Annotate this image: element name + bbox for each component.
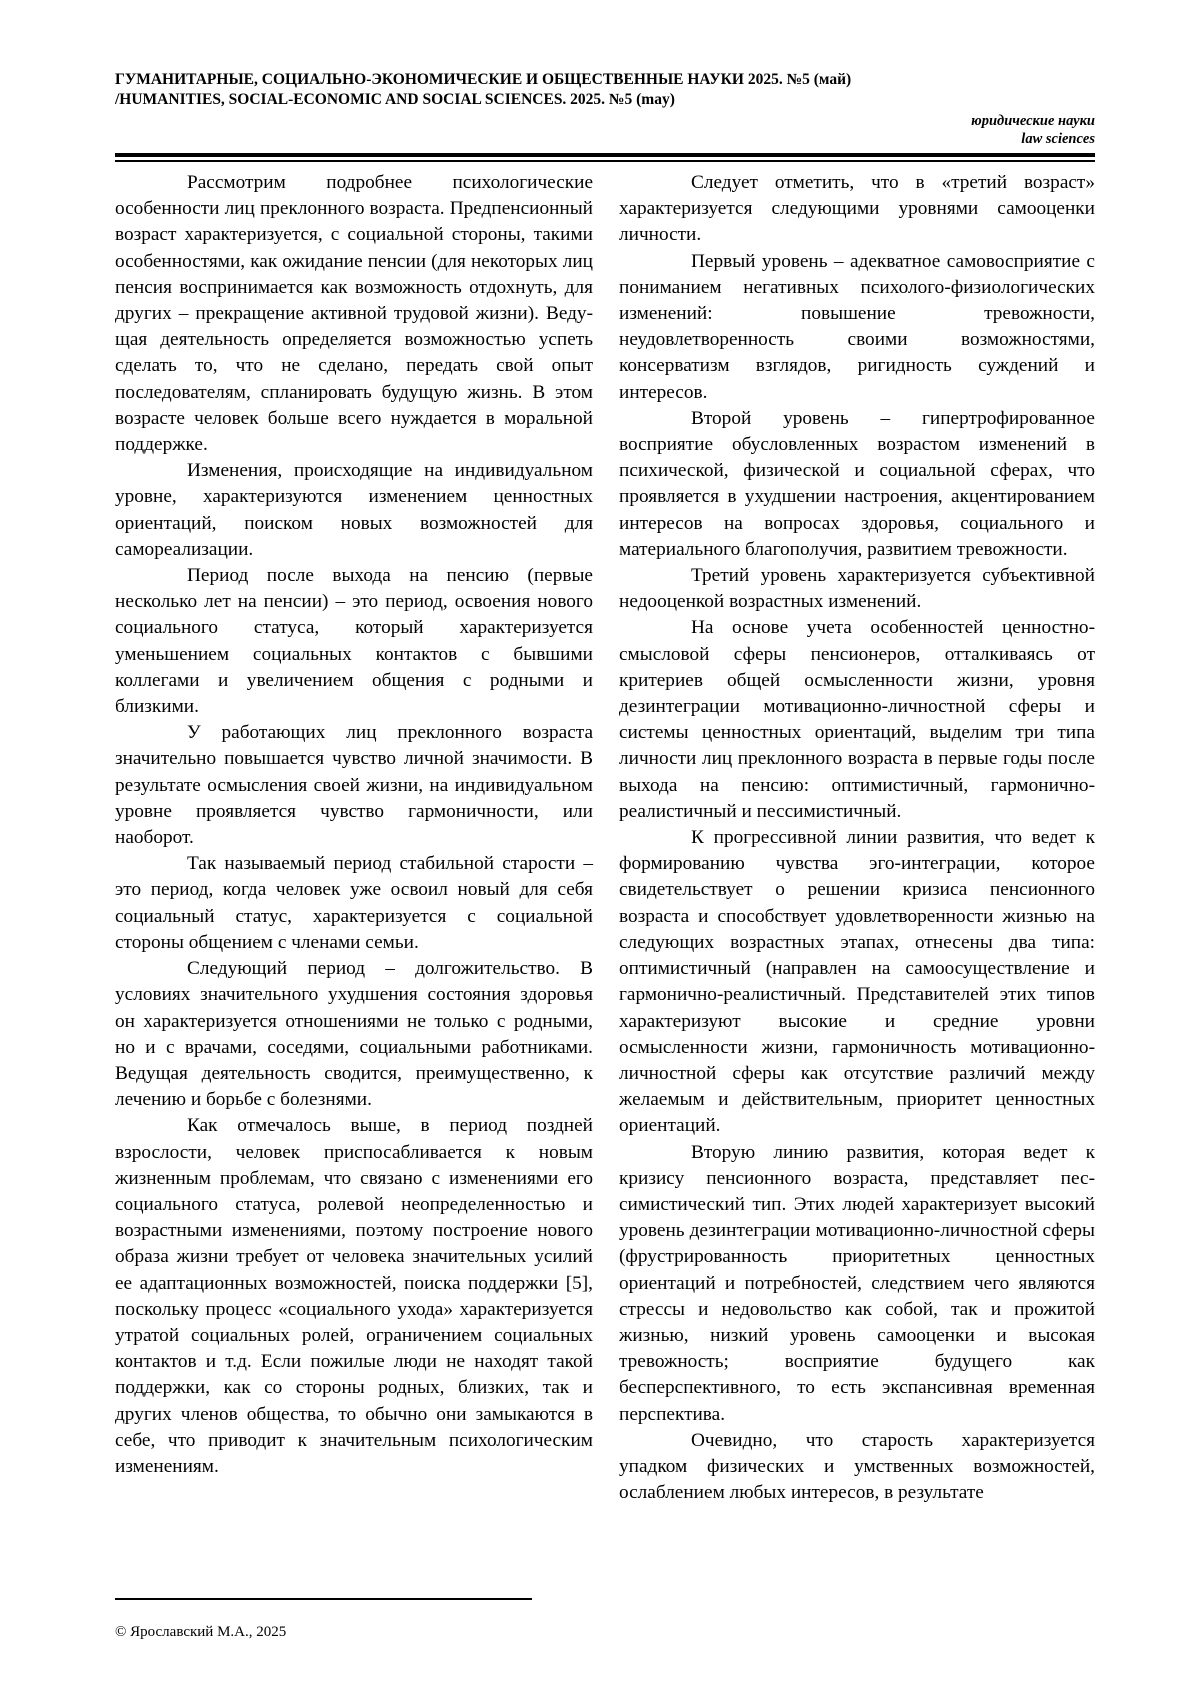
paragraph: На основе учета особенностей ценностно-смысловой сферы пенсионеров, отталкиваясь от критериев общей осмысленности жизни, уровня дезинтеграции мотивационно-личностной сферы и системы ценностных ориентаций, выделим три типа личности лиц преклонного возраста в первые годы после выхода на пенсию: оптимистичный, гармонично-реалистичный и пессимистичный. xyxy=(619,617,1095,822)
journal-header xyxy=(115,70,1095,110)
paragraph: Вторую линию развития, которая ведет к кризису пенсионного возраста, представляет пессимистический тип. Этих людей характеризует высокий уровень дезинтеграции мотивационно-личностной сферы (фрустрированность приоритетных ценностных ориентаций и потребностей, следствием чего являются стрессы и недовольство как собой, так и прожитой жизнью, низкий уровень самооценки и высокая тревожность; восприятие будущего как бесперспективного, то есть экспансивная временная перспектива. xyxy=(619,1141,1095,1425)
paragraph: Второй уровень – гипертрофированное восприятие обусловленных возрастом изменений в психической, физической и социальной сферах, что проявляется в ухудшении настроения, акцентированием интересов на вопросах здоровья, социального и материального благополучия, развитием тревожности. xyxy=(619,407,1095,560)
journal-title-en: /HUMANITIES, SOCIAL-ECONOMIC AND SOCIAL SCIENCES. 2025. №5 (may) xyxy=(115,91,675,108)
section-label-en: law sciences xyxy=(1021,131,1095,147)
paragraph: Изменения, происходящие на индивидуальном уровне, характеризуются изменением ценностных ориентаций, поиском новых возможностей для самореализации. xyxy=(115,460,593,560)
paragraph: Так называемый период стабильной старости – это период, когда человек уже освоил новый для себя социальный статус, характеризуется с социальной стороны общением с членами семьи. xyxy=(115,853,593,953)
section-label xyxy=(971,112,1095,148)
paragraph: Первый уровень – адекватное самовосприятие с пониманием негативных психолого-физиологических изменений: повышение тревожности, неудовлетворенность своими возможностями, консерватизм взглядов, ригидность суждений и интересов. xyxy=(619,250,1095,403)
paragraph: Следует отметить, что в «третий возраст» характеризуется следующими уровнями самооценки личности. xyxy=(619,172,1095,246)
header-rule-thin xyxy=(115,160,1095,162)
paragraph: К прогрессивной линии развития, что ведет к формированию чувства эго-интеграции, которое свидетельствует о решении кризиса пенсионного возраста и способствует удовлетворенности жизнью на следующих возрастных этапах, отнесены два типа: оптимистичный (направлен на самоосуществление и гармонично-реалистичный. Представителей этих типов характеризуют высокие и средние уровни осмысленности жизни, гармоничность мотивационно-личностной сферы как отсутствие различий между желаемым и действительным, приоритет ценностных ориентаций. xyxy=(619,827,1095,1137)
section-label-ru: юридические науки xyxy=(971,113,1095,129)
paragraph: Период после выхода на пенсию (первые несколько лет на пенсии) – это период, освоения нового социального статуса, который характеризуется уменьшением социальных контактов с бывшими коллегами и увеличением общения с родными и близкими. xyxy=(115,565,593,718)
copyright-note: © Ярославский М.А., 2025 xyxy=(115,1624,287,1640)
header-rule-thick xyxy=(115,153,1095,157)
footnote-rule xyxy=(115,1598,532,1600)
paragraph: Рассмотрим подробнее психологические особенности лиц преклонного возраста. Предпенсионный возраст характеризуется, с социальной стороны, такими особенностями, как ожидание пенсии (для некоторых лиц пенсия воспринимается как возможность отдохнуть, для других – прекращение активной трудовой жизни). Ведущая деятельность определяется возможностью успеть сделать то, что не сделано, передать свой опыт последователям, спланировать будущую жизнь. В этом возрасте человек больше всего нуждается в моральной поддержке. xyxy=(115,172,593,456)
paragraph: Очевидно, что старость характеризуется упадком физических и умственных возможностей, ослаблением любых интересов, в результате xyxy=(619,1429,1095,1504)
paragraph: Как отмечалось выше, в период поздней взрослости, человек приспосабливается к новым жизненным проблемам, что связано с изменениями его социального статуса, ролевой неопределенностью и возрастными изменениями, поэтому построение нового образа жизни требует от человека значительных усилий ее адаптационных возможностей, поиска поддержки [5], поскольку процесс «социального ухода» характеризуется утратой социальных ролей, ограничением социальных контактов и т.д. Если пожилые люди не находят такой поддержки, как со стороны родных, близких, так и других членов общества, то обычно они замыкаются в себе, что приводит к значительным психологическим изменениям. xyxy=(115,1115,593,1477)
right-column xyxy=(619,170,1095,1506)
paragraph: Следующий период – долгожительство. В условиях значительного ухудшения состояния здоровья он характеризуется отношениями не только с родными, но и с врачами, соседями, социальными работниками. Ведущая деятельность сводится, преимущественно, к лечению и борьбе с болезнями. xyxy=(115,958,593,1111)
journal-title-ru: ГУМАНИТАРНЫЕ, СОЦИАЛЬНО-ЭКОНОМИЧЕСКИЕ И ОБЩЕСТВЕННЫЕ НАУКИ 2025. №5 (май) xyxy=(115,71,852,88)
paragraph: У работающих лиц преклонного возраста значительно повышается чувство личной значимости. В результате осмысления своей жизни, на индивидуальном уровне проявляется чувство гармоничности, или наоборот. xyxy=(115,722,593,849)
paragraph: Третий уровень характеризуется субъективной недооценкой возрастных изменений. xyxy=(619,565,1095,613)
left-column xyxy=(115,170,593,1480)
